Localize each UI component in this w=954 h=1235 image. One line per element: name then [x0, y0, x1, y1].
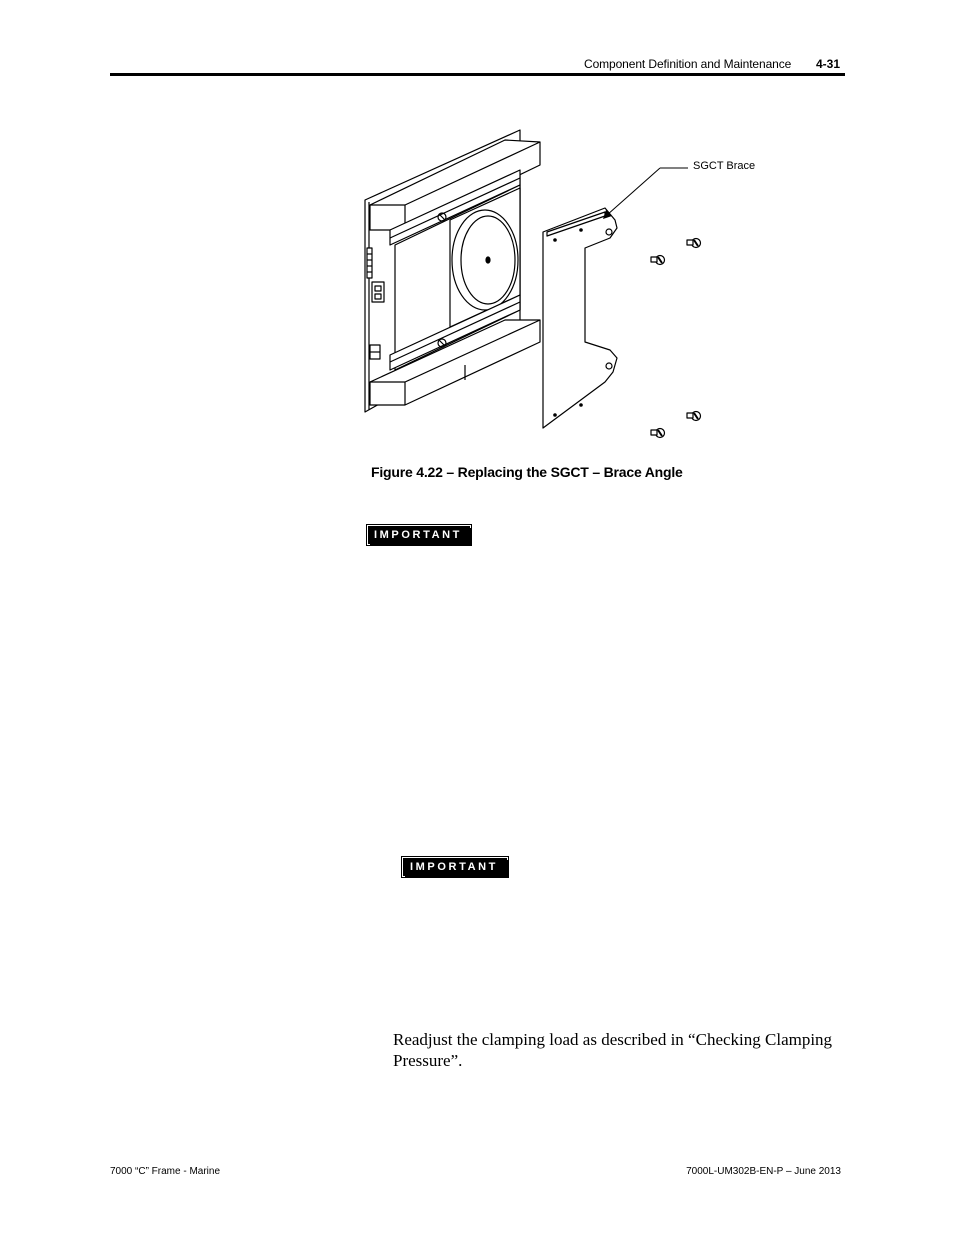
header-rule — [110, 73, 845, 76]
running-header-section-title: Component Definition and Maintenance — [584, 57, 792, 71]
page-number: 4-31 — [816, 57, 841, 71]
important-notice-badge: IMPORTANT — [368, 526, 470, 544]
callout-sgct-brace: SGCT Brace — [693, 160, 756, 172]
screw-icon — [651, 429, 665, 438]
footer-publication: 7000L-UM302B-EN-P – June 2013 — [686, 1166, 841, 1177]
footer-product: 7000 “C” Frame - Marine — [110, 1166, 221, 1177]
body-paragraph: Readjust the clamping load as described in “Checking Clamping Pressure”. — [393, 1030, 833, 1070]
brace-plate-drawing — [543, 208, 617, 428]
screw-icon — [687, 239, 701, 248]
sgct-assembly-drawing — [365, 130, 540, 412]
figure-caption: Figure 4.22 – Replacing the SGCT – Brace Angle — [371, 464, 683, 480]
screw-icon — [651, 256, 665, 265]
important-notice-badge: IMPORTANT — [403, 858, 507, 876]
screw-icon — [687, 412, 701, 421]
